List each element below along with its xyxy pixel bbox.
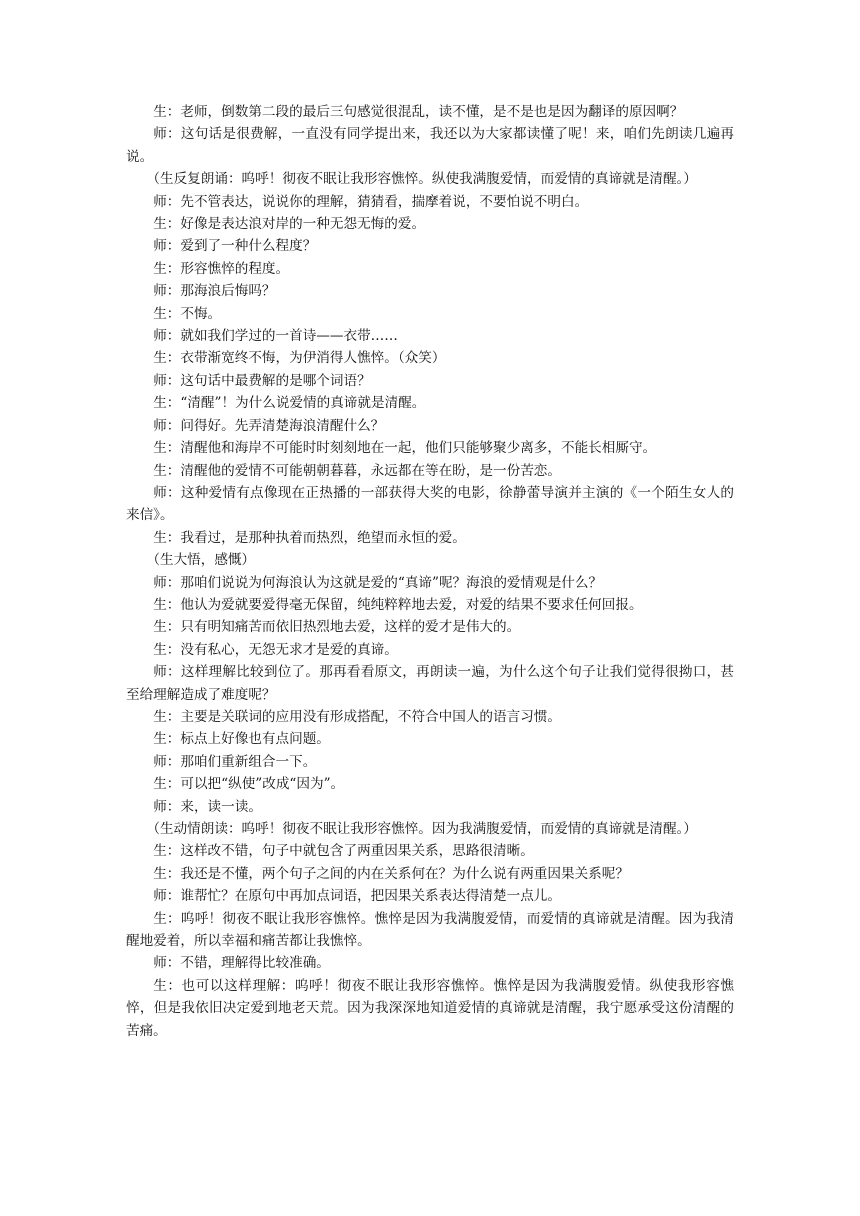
dialogue-paragraph: 师：那咱们重新组合一下。 — [153, 753, 317, 770]
dialogue-paragraph: 师：爱到了一种什么程度？ — [153, 238, 317, 255]
dialogue-paragraph: 师：先不管表达，说说你的理解，猜猜看，揣摩着说，不要怕说不明白。 — [153, 193, 589, 210]
dialogue-paragraph: 生：主要是关联词的应用没有形成搭配，不符合中国人的语言习惯。 — [153, 708, 561, 725]
stage-direction-paragraph: （生动情朗读：呜呼！彻夜不眠让我形容憔悴。因为我满腹爱情，而爱情的真谛就是清醒。） — [146, 821, 697, 837]
stage-direction-paragraph: （生大悟，感慨） — [146, 552, 256, 569]
dialogue-paragraph: 生：呜呼！彻夜不眠让我形容憔悴。憔悴是因为我满腹爱情，而爱情的真谛就是清醒。因为我清醒地爱着，所以幸福和痛苦都让我憔悴。 — [126, 910, 734, 950]
dialogue-paragraph: 生：不悔。 — [153, 305, 222, 322]
dialogue-paragraph: 生：他认为爱就要爱得毫无保留，纯纯粹粹地去爱，对爱的结果不要求任何回报。 — [153, 596, 643, 613]
stage-direction-paragraph: （生反复朗诵：呜呼！彻夜不眠让我形容憔悴。纵使我满腹爱情，而爱情的真谛就是清醒。） — [146, 171, 697, 188]
dialogue-paragraph: 生：老师，倒数第二段的最后三句感觉很混乱，读不懂，是不是也是因为翻译的原因啊？ — [153, 104, 684, 120]
dialogue-paragraph: 生：我还是不懂，两个句子之间的内在关系何在？为什么说有两重因果关系呢？ — [153, 865, 629, 882]
dialogue-paragraph: 生：这样改不错，句子中就包含了两重因果关系，思路很清晰。 — [153, 843, 534, 860]
dialogue-paragraph: 师：不错，理解得比较准确。 — [153, 955, 330, 972]
dialogue-paragraph: 生：没有私心，无怨无求才是爱的真谛。 — [153, 641, 398, 658]
dialogue-paragraph: 生：标点上好像也有点问题。 — [153, 731, 330, 748]
dialogue-paragraph: 生：我看过，是那种执着而热烈，绝望而永恒的爱。 — [153, 529, 466, 546]
dialogue-paragraph: 师：谁帮忙？在原句中再加点词语，把因果关系表达得清楚一点儿。 — [153, 888, 561, 905]
dialogue-paragraph: 师：来，读一读。 — [153, 798, 262, 815]
dialogue-paragraph: 生：“清醒”！为什么说爱情的真谛就是清醒。 — [153, 395, 426, 412]
dialogue-paragraph: 生：也可以这样理解：呜呼！彻夜不眠让我形容憔悴。憔悴是因为我满腹爱情。纵使我形容憔悴，但是我依旧决定爱到地老天荒。因为我深深地知道爱情的真谛就是清醒，我宁愿承受这份清醒的苦痛。 — [126, 977, 734, 1039]
dialogue-paragraph: 师：那咱们说说为何海浪认为这就是爱的“真谛”呢？海浪的爱情观是什么？ — [153, 574, 603, 591]
dialogue-paragraph: 师：这样理解比较到位了。那再看看原文，再朗读一遍，为什么这个句子让我们觉得很拗口，甚至给理解造成了难度呢？ — [126, 664, 734, 703]
dialogue-paragraph: 生：只有明知痛苦而依旧热烈地去爱，这样的爱才是伟大的。 — [153, 619, 521, 636]
document-page — [126, 101, 734, 1042]
dialogue-paragraph: 生：衣带渐宽终不悔，为伊消得人憔悴。（众笑） — [153, 350, 446, 367]
dialogue-paragraph: 生：可以把“纵使”改成“因为”。 — [153, 776, 345, 793]
dialogue-paragraph: 生：清醒他的爱情不可能朝朝暮暮，永远都在等在盼，是一份苦恋。 — [153, 462, 561, 479]
dialogue-paragraph: 师：就如我们学过的一首诗——衣带…… — [153, 328, 398, 345]
dialogue-paragraph: 师：这种爱情有点像现在正热播的一部获得大奖的电影，徐静蕾导演并主演的《一个陌生女人的来信》。 — [126, 484, 734, 524]
dialogue-paragraph: 生：形容憔悴的程度。 — [153, 260, 290, 277]
dialogue-paragraph: 师：这句话是很费解，一直没有同学提出来，我还以为大家都读懂了呢！来，咱们先朗读几遍再说。 — [126, 126, 734, 165]
dialogue-paragraph: 师：那海浪后悔吗？ — [153, 283, 276, 300]
dialogue-paragraph: 师：这句话中最费解的是哪个词语？ — [153, 372, 371, 389]
dialogue-paragraph: 生：好像是表达浪对岸的一种无怨无悔的爱。 — [153, 216, 426, 233]
dialogue-paragraph: 师：问得好。先弄清楚海浪清醒什么？ — [153, 417, 385, 434]
dialogue-paragraph: 生：清醒他和海岸不可能时时刻刻地在一起，他们只能够聚少离多，不能长相厮守。 — [153, 440, 657, 457]
